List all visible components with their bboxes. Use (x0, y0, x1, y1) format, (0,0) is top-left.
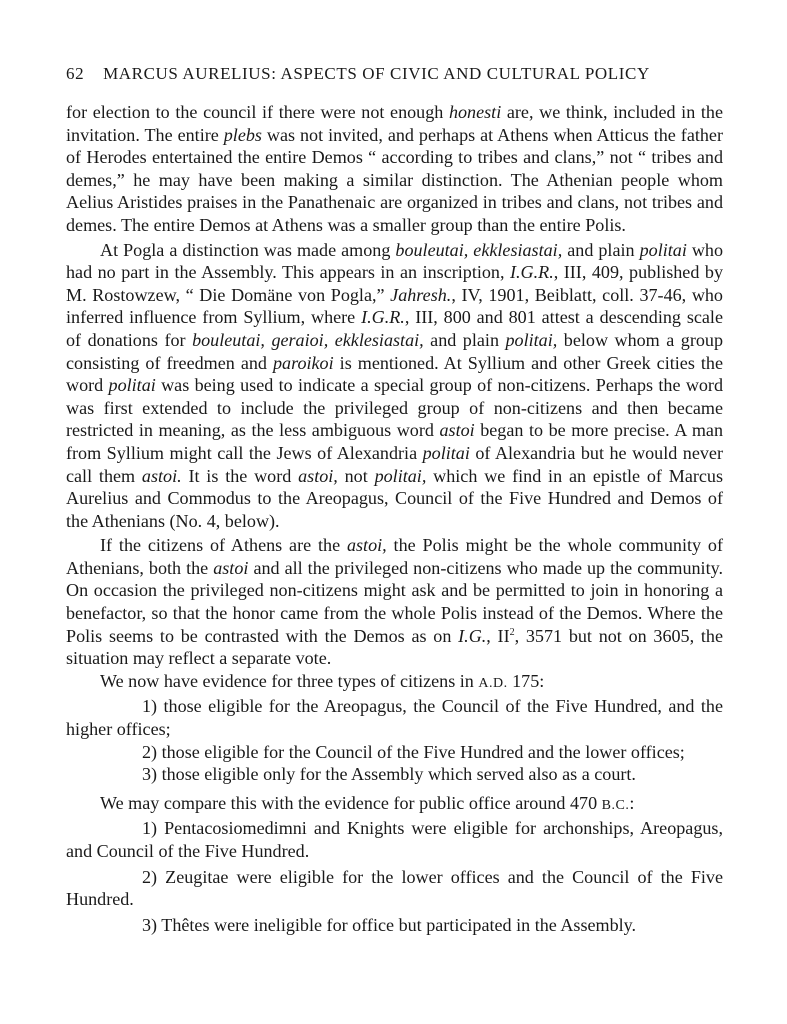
list-2-item: 1) Pentacosiomedimni and Knights were eligible for archonships, Areopagus, and Council of the Five Hundred. (66, 818, 723, 861)
paragraph-2: At Pogla a distinction was made among bouleutai, ekklesiastai, and plain politai who had no part in the Assembly. This appears in an inscription, I.G.R., III, 409, published by M. Rostowzew, “ Die Domäne von Pogla,” Jahresh., IV, 1901, Beiblatt, coll. 37-46, who inferred influence from Syllium, where I.G.R., III, 800 and 801 attest a descending scale of donations for bouleutai, geraioi, ekklesiastai, and plain politai, below whom a group consisting of freedmen and paroikoi is mentioned. At Syllium and other Greek cities the word politai was being used to indicate a special group of non-citizens. Perhaps the word was first extended to include the privileged group of non-citizens and then became restricted in meaning, as the less ambiguous word astoi began to be more precise. A man from Syllium might call the Jews of Alexandria politai of Alexandria but he would never call them astoi. It is the word astoi, not politai, which we find in an epistle of Marcus Aurelius and Commodus to the Areopagus, Council of the Five Hundred and Demos of the Athenians (No. 4, below). (66, 239, 724, 531)
list-1-item: 1) those eligible for the Areopagus, the Council of the Five Hundred, and the higher offices; (66, 696, 723, 740)
paragraph-1: for election to the council if there were not enough honesti are, we think, included in the invitation. The entire plebs was not invited, and perhaps at Athens when Atticus the father of Herodes entertained the entire Demos “ according to tribes and clans,” not “ tribes and demes,” he may have been making a similar distinction. The Athenian people whom Aelius Aristides praises in the Panathenaic are organized in tribes and clans, not tribes and demes. The entire Demos at Athens was a smaller group than the entire Polis. (66, 102, 723, 235)
list-1-item: 3) those eligible only for the Assembly which served also as a court. (142, 764, 636, 785)
body-text (66, 101, 723, 936)
list-2-item: 2) Zeugitae were eligible for the lower offices and the Council of the Five Hundred. (66, 866, 723, 910)
running-header (66, 64, 726, 84)
list-2-item: 3) Thêtes were ineligible for office but participated in the Assembly. (142, 914, 637, 935)
paragraph-3: If the citizens of Athens are the astoi, the Polis might be the whole community of Athenians, both the astoi and all the privileged non-citizens who made up the community. On occasion the privileged non-citizens might ask and be permitted to join in honoring a benefactor, so that the honor came from the whole Polis instead of the Demos. Where the Polis seems to be contrasted with the Demos as on I.G., $II^2$, 3571 but not on 3605, the situation may reflect a separate vote. (66, 535, 723, 669)
running-title: MARCUS AURELIUS: ASPECTS OF CIVIC AND CULTURAL POLICY (103, 64, 650, 83)
list-1-item: 2) those eligible for the Council of the Five Hundred and the lower offices; (142, 741, 685, 762)
list-2-intro: We may compare this with the evidence for public office around 470 B.C.: (100, 792, 635, 813)
page-number: 62 (66, 64, 85, 83)
list-1-intro: We now have evidence for three types of citizens in A.D. 175: (100, 670, 545, 691)
